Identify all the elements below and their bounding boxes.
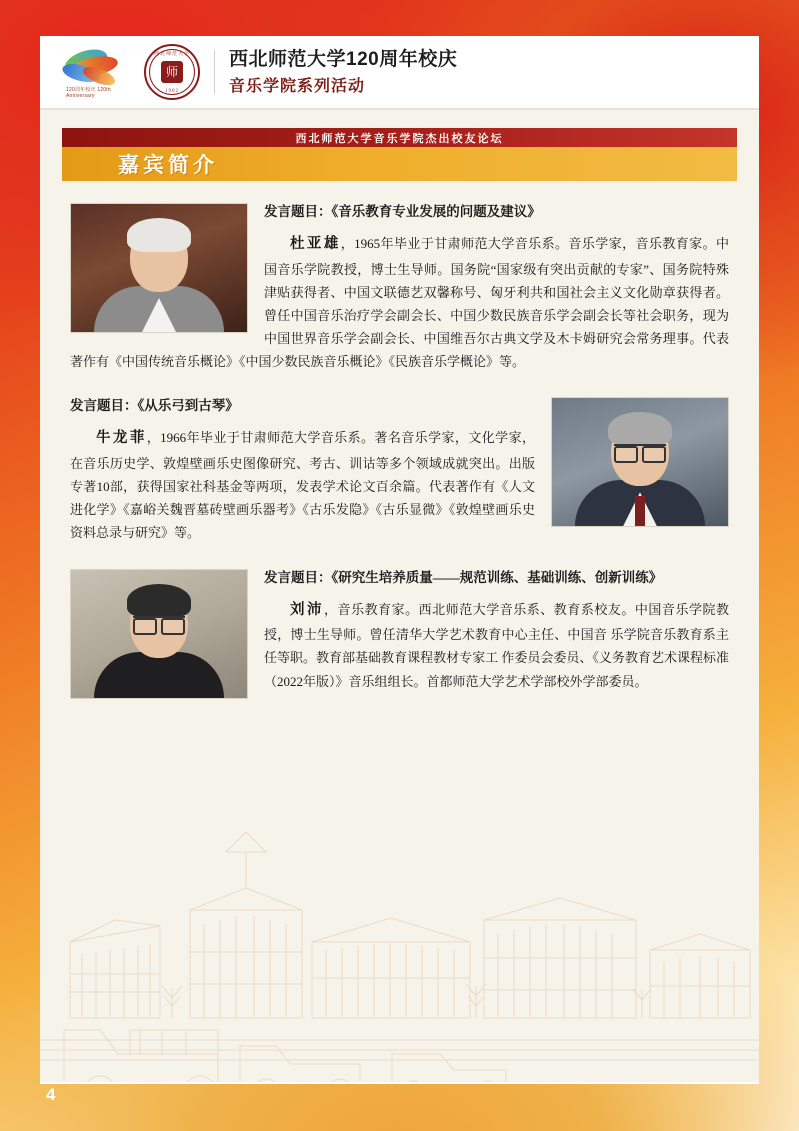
seal-center-glyph: 师 bbox=[161, 61, 183, 83]
guest-name: 杜亚雄 bbox=[290, 235, 341, 252]
document-sheet bbox=[40, 36, 759, 1084]
seal-arc-top-text: 西北师范大学 bbox=[153, 52, 190, 57]
guest-entry bbox=[70, 563, 729, 705]
guest-list bbox=[40, 181, 759, 705]
seal-arc-bottom-text: 1902 bbox=[165, 89, 179, 94]
banner-section-strip bbox=[62, 147, 737, 181]
content-area bbox=[40, 110, 759, 1082]
anniversary-logo-caption: 120周年校庆 120th Anniversary bbox=[66, 86, 111, 99]
masthead-text bbox=[229, 47, 457, 97]
guest-entry bbox=[70, 391, 729, 544]
guest-name: 牛龙菲 bbox=[96, 430, 147, 447]
masthead-title: 西北师范大学120周年校庆 bbox=[229, 48, 458, 70]
guest-talk-title: 发言题目：《研究生培养质量——规范训练、基础训练、创新训练》 bbox=[264, 569, 663, 585]
masthead-divider bbox=[214, 50, 215, 94]
guest-bio-text: ，1965年毕业于甘肃师范大学音乐系。音乐学家，音乐教育家。中国音乐学院教授，博士生导师。国务院“国家级有突出贡献的专家”、国务院特殊津贴获得者、中国文联德艺双馨称号、匈牙利共和国社会主义文化勋章获得者。曾任中国音乐治疗学会副会长、中国少数民族音乐学会副会长等社会职务，现为中国世界音乐学会副会长、中国维吾尔古典文学及木卡姆研究会常务理事。代表著作有《中国传统音乐概论》《中国少数民族音乐概论》《民族音乐学概论》等。 bbox=[70, 235, 729, 370]
masthead-subtitle: 音乐学院系列活动 bbox=[229, 77, 366, 95]
guest-entry bbox=[70, 197, 729, 373]
page-number: 4 bbox=[46, 1085, 56, 1104]
banner bbox=[62, 128, 737, 181]
guest-portrait bbox=[70, 203, 248, 333]
guest-portrait bbox=[70, 569, 248, 699]
guest-bio-text: ，音乐教育家。西北师范大学音乐系、教育系校友。中国音乐学院教授，博士生导师。曾任清华大学艺术教育中心主任、中国音 乐学院音乐教育系主任等职。教育部基础教育课程教材专家工 作委员会委员、《义务教育艺术课程标准（2022年版）》音乐组组长。首都师范大学艺术学部校外学部委员。 bbox=[264, 601, 729, 689]
guest-portrait bbox=[551, 397, 729, 527]
masthead bbox=[40, 36, 759, 110]
banner-section-title: 嘉宾简介 bbox=[118, 154, 218, 177]
campus-illustration bbox=[40, 792, 759, 1082]
guest-name: 刘沛 bbox=[290, 601, 325, 618]
guest-bio-text: ，1966年毕业于甘肃师范大学音乐系。著名音乐学家，文化学家，在音乐历史学、敦煌壁画乐史图像研究、考古、训诂等多个领域成就突出。出版专著10部，获得国家社科基金等两项，发表学术论文百余篇。代表著作有《人文进化学》《嘉峪关魏晋墓砖壁画乐器考》《古乐发隐》《古乐显微》《敦煌壁画乐史资料总录与研究》等。 bbox=[70, 430, 535, 541]
anniversary-logo-icon bbox=[60, 45, 134, 99]
university-seal-icon bbox=[144, 44, 200, 100]
banner-forum-strip bbox=[62, 128, 737, 147]
guest-talk-title: 发言题目：《音乐教育专业发展的问题及建议》 bbox=[264, 204, 541, 219]
guest-talk-title: 发言题目：《从乐弓到古琴》 bbox=[70, 398, 239, 414]
banner-forum-label: 西北师范大学音乐学院杰出校友论坛 bbox=[295, 132, 504, 145]
